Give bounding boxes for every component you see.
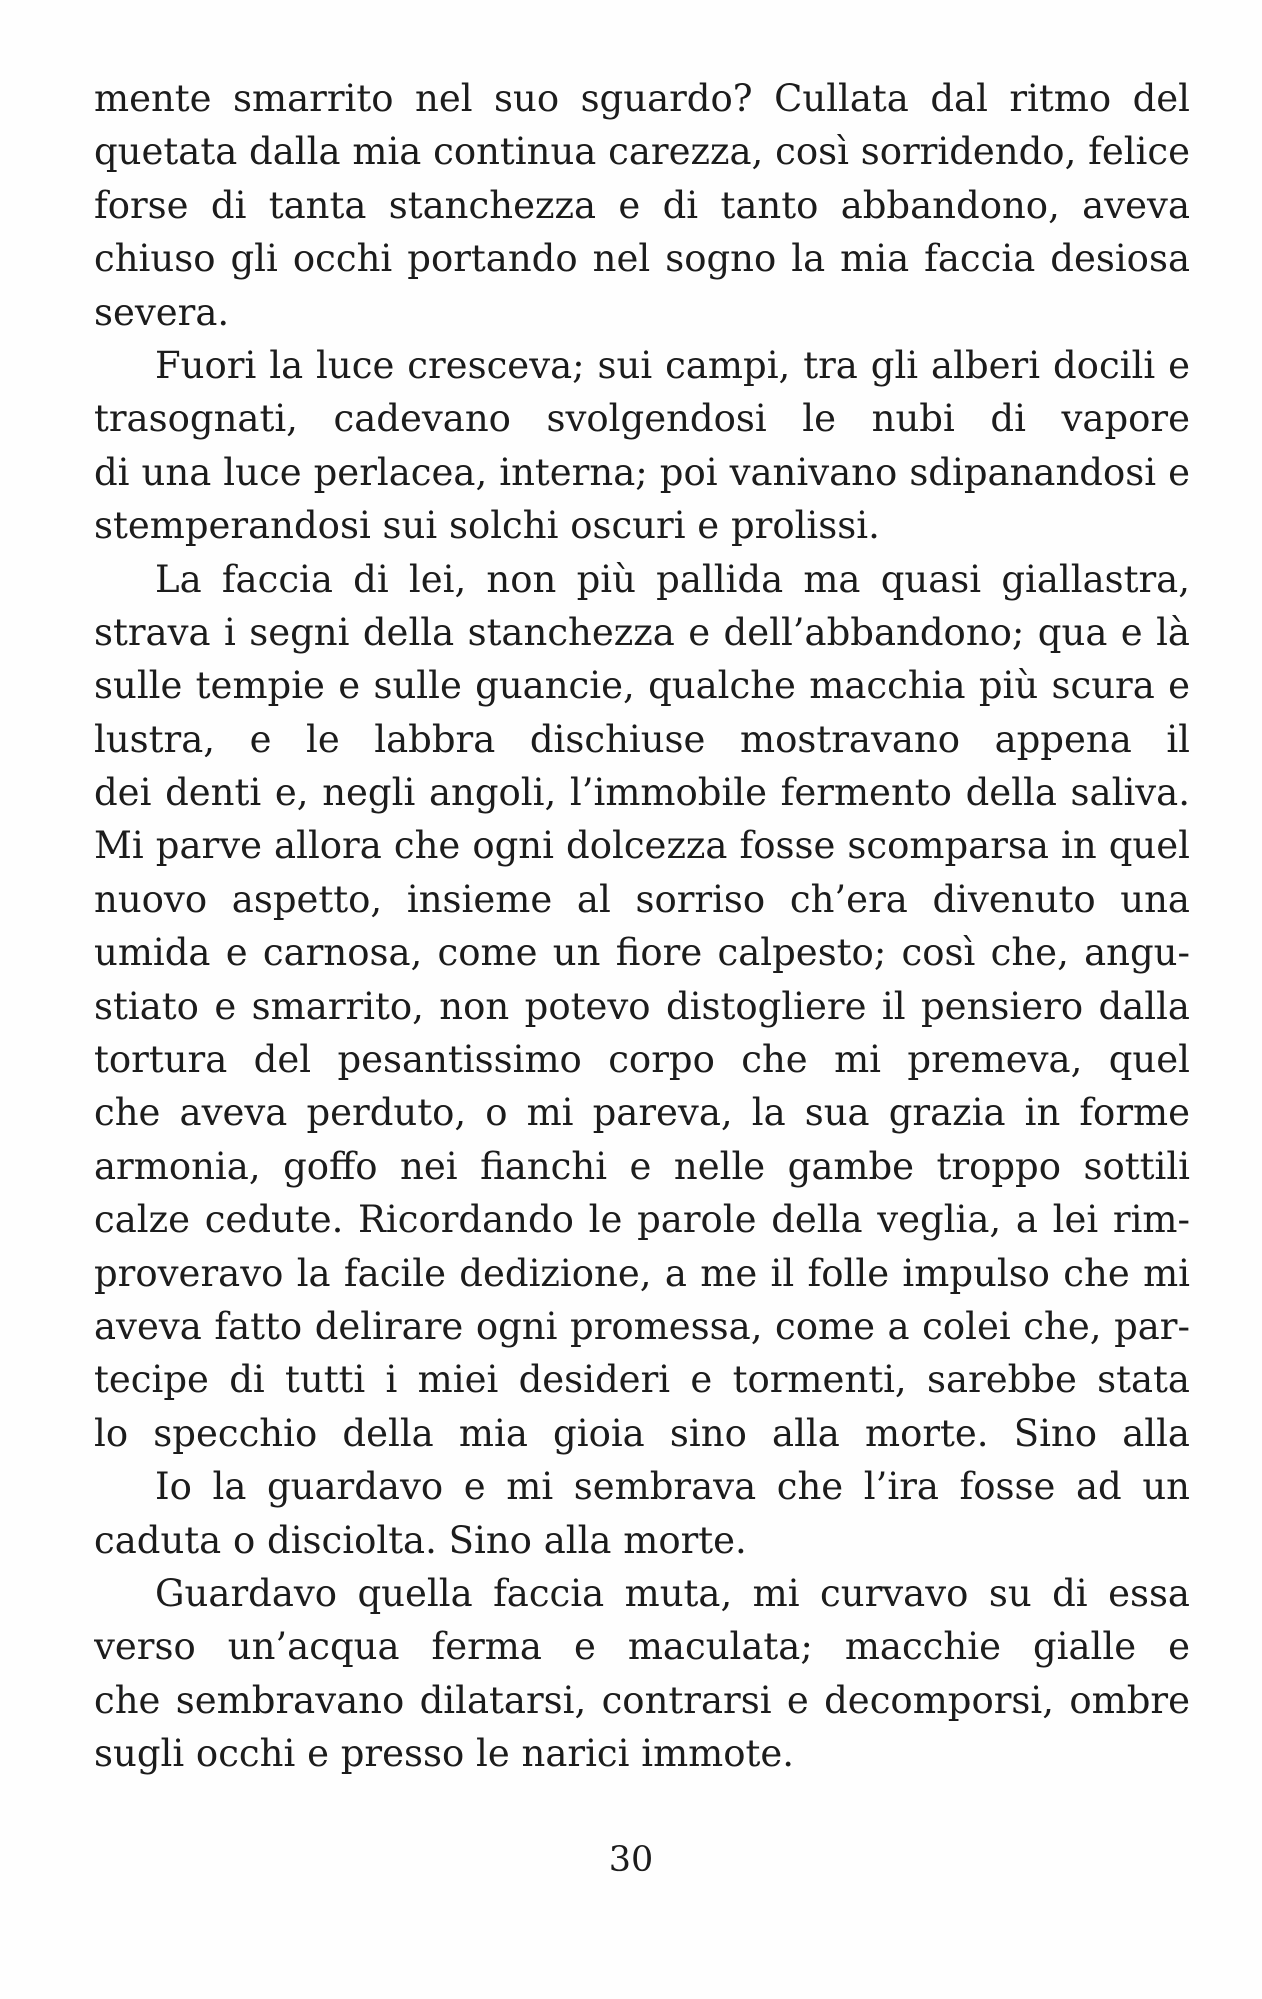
text-line: Fuori la luce cresceva; sui campi, tra gli alberi docili e [155,343,1190,387]
paragraph-2 [94,339,1190,553]
text-line: dei denti e, negli angoli, l’immobile fermento della saliva. [94,771,1190,815]
paragraph-1 [94,72,1190,339]
text-line: tecipe di tutti i miei desideri e tormenti, sarebbe stata [94,1358,1190,1402]
text-line: mente smarrito nel suo sguardo? Cullata dal ritmo del [94,77,1190,120]
text-line: strava i segni della stanchezza e dell’abbandono; qua e là [94,610,1190,654]
text-line: che sembravano dilatarsi, contrarsi e decomporsi, ombre [94,1678,1190,1722]
text-line: sugli occhi e presso le narici immote. [94,1732,795,1776]
text-line: nuovo aspetto, insieme al sorriso ch’era divenuto una [94,877,1190,921]
paragraph-4 [94,1460,1190,1567]
text-line: stemperandosi sui solchi oscuri e prolissi. [94,504,880,548]
text-line: quetata dalla mia continua carezza, così sorridendo, felice [94,130,1190,174]
text-line: verso un’acqua ferma e maculata; macchie gialle e [94,1625,1190,1669]
text-line: severa. [94,290,230,334]
text-line: Io la guardavo e mi sembrava che l’ira fosse ad un [155,1465,1190,1509]
text-line: Mi parve allora che ogni dolcezza fosse scomparsa in quel [94,824,1190,868]
paragraph-3 [94,553,1190,1461]
text-line: forse di tanta stanchezza e di tanto abbandono, aveva [94,183,1190,227]
text-line: aveva fatto delirare ogni promessa, come a colei che, par- [94,1304,1190,1348]
text-line: sulle tempie e sulle guancie, qualche macchia più scura e [94,664,1190,708]
text-line: lustra, e le labbra dischiuse mostravano appena il [94,717,1190,761]
page-number: 30 [608,1840,654,1880]
text-line: chiuso gli occhi portando nel sogno la mia faccia desiosa [94,237,1190,281]
text-line: che aveva perduto, o mi pareva, la sua grazia in forme [94,1091,1190,1135]
text-line: trasognati, cadevano svolgendosi le nubi di vapore [94,397,1190,441]
paragraph-5 [94,1567,1190,1781]
text-line: caduta o disciolta. Sino alla morte. [94,1518,747,1562]
text-line: di una luce perlacea, interna; poi vanivano sdipanandosi e [94,450,1190,494]
text-line: proveravo la facile dedizione, a me il folle impulso che mi [94,1251,1190,1295]
text-line: lo specchio della mia gioia sino alla morte. Sino alla [94,1411,1190,1455]
text-line: calze cedute. Ricordando le parole della veglia, a lei rim- [94,1198,1190,1242]
text-line: armonia, goffo nei fianchi e nelle gambe troppo sottili [94,1144,1190,1188]
body-text [94,72,1190,1781]
text-line: stiato e smarrito, non potevo distogliere il pensiero dalla [94,984,1190,1028]
text-line: umida e carnosa, come un fiore calpesto; così che, angu- [94,931,1190,975]
text-line: La faccia di lei, non più pallida ma quasi giallastra, [155,557,1190,601]
text-line: Guardavo quella faccia muta, mi curvavo su di essa [155,1571,1190,1615]
text-line: tortura del pesantissimo corpo che mi premeva, quel [94,1038,1190,1082]
